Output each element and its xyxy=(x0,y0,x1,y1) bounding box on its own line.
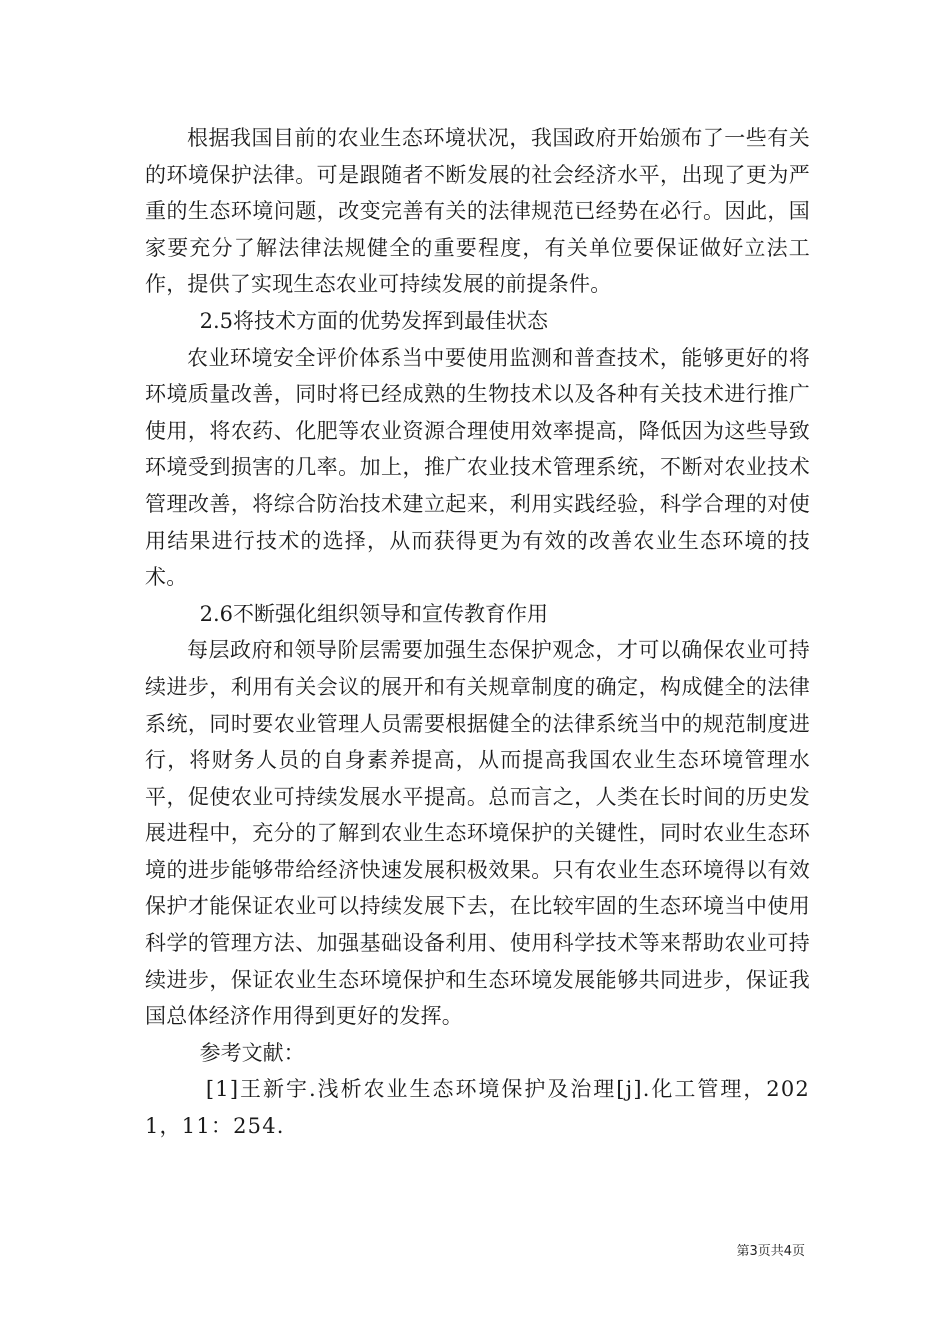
page-number-footer: 第3页共4页 xyxy=(736,1244,805,1259)
reference-item: [1]王新宇.浅析农业生态环境保护及治理[j].化工管理，2021，11：254. xyxy=(145,1077,810,1139)
section-heading-2-6: 2.6不断强化组织领导和宣传教育作用 xyxy=(199,601,548,626)
document-body xyxy=(145,120,810,1145)
references-title: 参考文献： xyxy=(199,1040,305,1065)
paragraph-legal-framework: 根据我国目前的农业生态环境状况，我国政府开始颁布了一些有关的环境保护法律。可是跟随者不断发展的社会经济水平，出现了更为严重的生态环境问题，改变完善有关的法律规范已经势在必行。因此，国家要充分了解法律法规健全的重要程度，有关单位要保证做好立法工作，提供了实现生态农业可持续发展的前提条件。 xyxy=(145,126,810,297)
paragraph-leadership: 每层政府和领导阶层需要加强生态保护观念，才可以确保农业可持续进步，利用有关会议的展开和有关规章制度的确定，构成健全的法律系统，同时要农业管理人员需要根据健全的法律系统当中的规范制度进行，将财务人员的自身素养提高，从而提高我国农业生态环境管理水平，促使农业可持续发展水平提高。总而言之，人类在长时间的历史发展进程中，充分的了解到农业生态环境保护的关键性，同时农业生态环境的进步能够带给经济快速发展积极效果。只有农业生态环境得以有效保护才能保证农业可以持续发展下去，在比较牢固的生态环境当中使用科学的管理方法、加强基础设备利用、使用科学技术等来帮助农业可持续进步，保证农业生态环境保护和生态环境发展能够共同进步，保证我国总体经济作用得到更好的发挥。 xyxy=(145,638,810,1029)
paragraph-technology: 农业环境安全评价体系当中要使用监测和普查技术，能够更好的将环境质量改善，同时将已经成熟的生物技术以及各种有关技术进行推广使用，将农药、化肥等农业资源合理使用效率提高，降低因为这些导致环境受到损害的几率。加上，推广农业技术管理系统，不断对农业技术管理改善，将综合防治技术建立起来，利用实践经验，科学合理的对使用结果进行技术的选择，从而获得更为有效的改善农业生态环境的技术。 xyxy=(145,345,810,590)
section-heading-2-5: 2.5将技术方面的优势发挥到最佳状态 xyxy=(199,308,548,333)
